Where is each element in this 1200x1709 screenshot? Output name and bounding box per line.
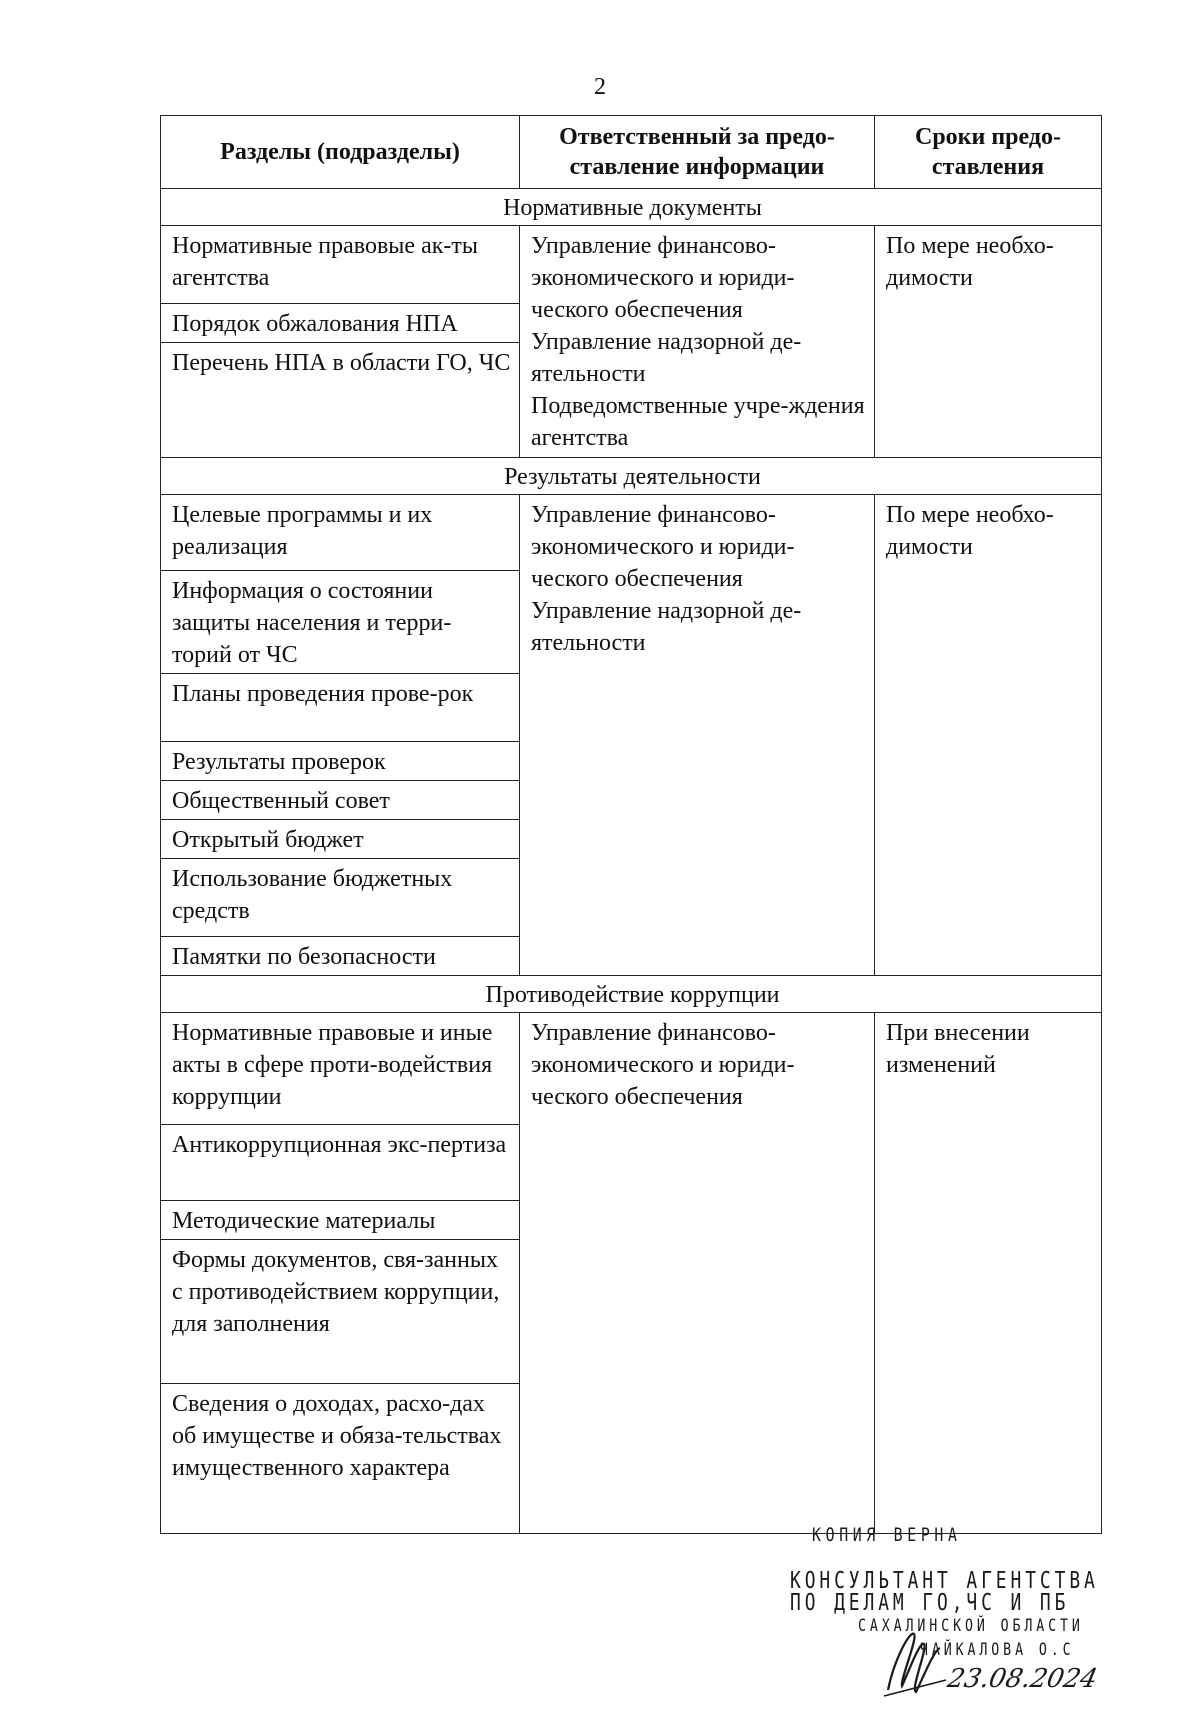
table-row: Информация о состоянии защиты населения и терри-торий от ЧС <box>161 571 520 674</box>
term-cell: По мере необхо-димости <box>875 495 1102 976</box>
term-cell: При внесении изменений <box>875 1013 1102 1534</box>
copy-verified-stamp: КОПИЯ ВЕРНА <box>812 1524 962 1546</box>
responsible-cell: Управление финансово-экономического и юриди-ческого обеспечения Управление надзорной де-ятельности <box>520 495 875 976</box>
stamp-agency-line: ПО ДЕЛАМ ГО,ЧС И ПБ <box>790 1590 1070 1616</box>
table-row: Планы проведения прове-рок <box>161 674 520 742</box>
section-title: Результаты деятельности <box>161 458 1102 495</box>
term-cell: По мере необхо-димости <box>875 226 1102 458</box>
table-row: Антикоррупционная экс-пертиза <box>161 1125 520 1201</box>
stamp-region-line: САХАЛИНСКОЙ ОБЛАСТИ <box>858 1616 1084 1636</box>
stamp-name-line: ЧАЙКАЛОВА О.С <box>920 1640 1075 1660</box>
responsible-cell: Управление финансово-экономического и юриди-ческого обеспечения <box>520 1013 875 1534</box>
table-row: Нормативные правовые ак-ты агентства <box>161 226 520 304</box>
table-row: Нормативные правовые и иные акты в сфере проти-водействия коррупции <box>161 1013 520 1125</box>
table-row: Использование бюджетных средств <box>161 859 520 937</box>
responsible-cell: Управление финансово-экономического и юриди-ческого обеспечения Управление надзорной де-ятельности Подведомственные учре-ждения агентства <box>520 226 875 458</box>
header-sections: Разделы (подразделы) <box>161 116 520 189</box>
table-row: Открытый бюджет <box>161 820 520 859</box>
table-row: Перечень НПА в области ГО, ЧС <box>161 343 520 458</box>
section-title: Нормативные документы <box>161 189 1102 226</box>
section-title: Противодействие коррупции <box>161 976 1102 1013</box>
header-terms: Сроки предо-ставления <box>875 116 1102 189</box>
information-table <box>160 115 1102 1534</box>
table-row: Общественный совет <box>161 781 520 820</box>
table-row: Порядок обжалования НПА <box>161 304 520 343</box>
table-header-row <box>161 116 1102 189</box>
table-row: Памятки по безопасности <box>161 937 520 976</box>
table-row: Результаты проверок <box>161 742 520 781</box>
table-row: Целевые программы и их реализация <box>161 495 520 571</box>
stamp-date: 23.08.2024 <box>944 1664 1101 1694</box>
stamp-title-line: КОНСУЛЬТАНТ АГЕНТСТВА <box>790 1568 1099 1594</box>
table-row: Сведения о доходах, расхо-дах об имуществе и обяза-тельствах имущественного характера <box>161 1384 520 1534</box>
table-row: Методические материалы <box>161 1201 520 1240</box>
signature-icon <box>880 1620 950 1700</box>
page-number: 2 <box>594 74 606 100</box>
header-responsible: Ответственный за предо-ставление информации <box>520 116 875 189</box>
table-row: Формы документов, свя-занных с противодействием коррупции, для заполнения <box>161 1240 520 1384</box>
